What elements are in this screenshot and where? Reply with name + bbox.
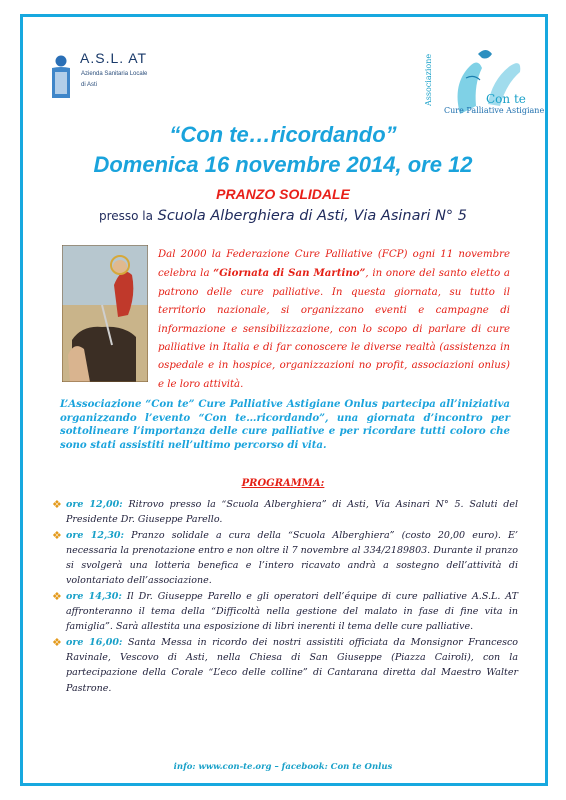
venue-prefix: presso la (98, 209, 153, 223)
diamond-bullet-icon: ❖ (52, 635, 62, 649)
program-item (48, 589, 518, 635)
footer-info: info: www.con-te.org – facebook: Con te Onlus (173, 762, 393, 772)
program-time: ore 12,30: (66, 529, 125, 541)
intro-text-part1: Dal 2000 la Federazione Cure Palliative (FCP) ogni 11 novembre celebra la (158, 249, 510, 280)
asl-figure-icon (50, 54, 72, 100)
asl-subtitle: Azienda Sanitaria Locale (81, 71, 148, 77)
program-time: ore 14,30: (66, 590, 122, 602)
event-title: “Con te…ricordando” (169, 122, 397, 147)
event-date: Domenica 16 novembre 2014, ore 12 (93, 152, 473, 177)
program-list (48, 497, 518, 696)
association-vertical-label (424, 48, 436, 106)
san-martino-painting (62, 245, 148, 382)
program-text: Ritrovo presso la “Scuola Alberghiera” di Asti, Via Asinari N° 5. Saluti del Presidente Dr. Giuseppe Parello. (66, 499, 519, 526)
diamond-bullet-icon: ❖ (52, 528, 62, 542)
intro-text-part2: , in onore del santo eletto a patrono delle cure palliative. In questa giornata, su tutto il territorio nazionale, si organizzano eventi e campagne di informazione e sensibilizzazione, con lo scopo di parlare di cure palliative in Italia e di far conoscere le diverse realtà (assistenza in ospedale e in hospice, organizzazioni no profit, associazioni onlus) e le loro attività. (158, 268, 511, 390)
program-title: PROGRAMMA: (241, 478, 325, 489)
venue-place: Scuola Alberghiera di Asti, Via Asinari N° 5 (157, 208, 468, 224)
event-venue (0, 208, 566, 224)
program-time: ore 16,00: (66, 636, 123, 648)
diamond-bullet-icon: ❖ (52, 589, 62, 603)
program-item (48, 497, 518, 528)
intro-highlight: “Giornata di San Martino” (213, 267, 366, 280)
program-text: Il Dr. Giuseppe Parello e gli operatori dell’équipe di cure palliative A.S.L. AT affronteranno il tema della “Difficoltà nella gestione del malato in fase di fine vita in famiglia”. Sarà allestita una esposizione di libri inerenti il tema delle cure palliative. (66, 590, 518, 633)
program-text: Pranzo solidale a cura della “Scuola Alberghiera” (costo 20,00 euro). E’ necessaria la prenotazione entro e non oltre il 7 novembre al 334/2189803. Durante il pranzo si svolgerà una lotteria benefica e l’intero ricavato andrà a sostegno dell’attività di volontariato dell’associazione. (66, 529, 518, 587)
asl-subtitle-city: di Asti (81, 82, 98, 88)
asl-title: A.S.L. AT (80, 50, 148, 66)
diamond-bullet-icon: ❖ (52, 498, 62, 511)
association-name: Con te (486, 92, 526, 106)
asl-logo (50, 50, 180, 105)
program-item (48, 635, 518, 696)
program-time: ore 12,00: (66, 499, 123, 510)
association-subtitle: Cure Palliative Astigiane (444, 106, 545, 115)
program-text: Santa Messa in ricordo dei nostri assistiti officiata da Monsignor Francesco Ravinale, Vescovo di Asti, nella Chiesa di San Giuseppe (Piazza Cairoli), con la partecipazione della Corale “L’eco delle colline” di Cantarana diretta dal Maestro Walter Pastrone. (66, 636, 518, 694)
program-item (48, 528, 518, 589)
intro-paragraph (158, 246, 510, 394)
association-paragraph: L’Associazione “Con te” Cure Palliative Astigiane Onlus partecipa all’iniziativa organizzando l’evento “Con te…ricordando”, una giornata d’incontro per sottolineare l’importanza delle cure palliative e per ricordare tutti coloro che sono stati assistiti nell’ultimo percorso di vita. (60, 398, 510, 451)
event-type: PRANZO SOLIDALE (216, 186, 350, 202)
association-label: Associazione (424, 53, 433, 106)
